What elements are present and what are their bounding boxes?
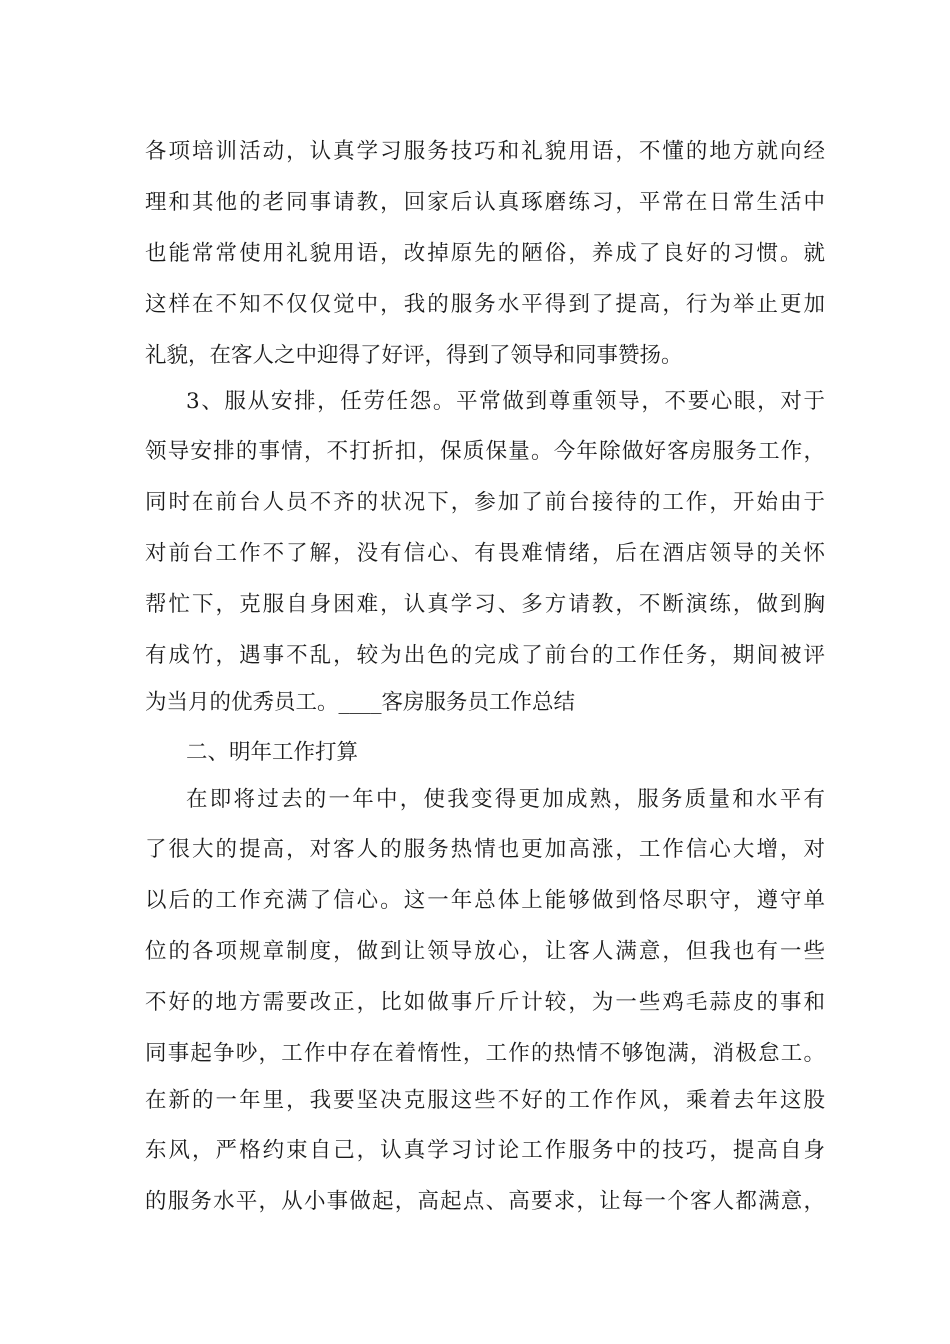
text-line: 的服务水平，从小事做起，高起点、高要求，让每一个客人都满意， (145, 1189, 825, 1214)
text-line: 也能常常使用礼貌用语，改掉原先的陋俗，养成了良好的习惯。就 (145, 241, 825, 266)
text-line: 同事起争吵，工作中存在着惰性，工作的热情不够饱满，消极怠工。 (145, 1041, 825, 1066)
text-line: 3、服从安排，任劳任怨。平常做到尊重领导，不要心眼，对于 (186, 389, 825, 414)
text-line: 对前台工作不了解，没有信心、有畏难情绪，后在酒店领导的关怀 (145, 541, 825, 566)
text-line: 理和其他的老同事请教，回家后认真琢磨练习，平常在日常生活中 (145, 190, 825, 215)
text-line: 以后的工作充满了信心。这一年总体上能够做到恪尽职守，遵守单 (145, 888, 825, 913)
text-line: 为当月的优秀员工。____客房服务员工作总结 (145, 690, 576, 715)
text-line: 同时在前台人员不齐的状况下，参加了前台接待的工作，开始由于 (145, 490, 825, 515)
text-line: 在即将过去的一年中，使我变得更加成熟，服务质量和水平有 (186, 787, 825, 812)
section-heading: 二、明年工作打算 (186, 740, 359, 765)
text-line: 了很大的提高，对客人的服务热情也更加高涨，工作信心大增，对 (145, 837, 825, 862)
text-line: 各项培训活动，认真学习服务技巧和礼貌用语，不懂的地方就向经 (145, 139, 825, 164)
text-line: 帮忙下，克服自身困难，认真学习、多方请教，不断演练，做到胸 (145, 592, 825, 617)
text-line: 这样在不知不仅仅觉中，我的服务水平得到了提高，行为举止更加 (145, 292, 825, 317)
text-line: 礼貌，在客人之中迎得了好评，得到了领导和同事赞扬。 (145, 343, 683, 368)
text-line: 领导安排的事情，不打折扣，保质保量。今年除做好客房服务工作， (145, 439, 825, 464)
text-line: 不好的地方需要改正，比如做事斤斤计较，为一些鸡毛蒜皮的事和 (145, 990, 825, 1015)
text-line: 在新的一年里，我要坚决克服这些不好的工作作风，乘着去年这股 (145, 1088, 825, 1113)
text-line: 有成竹，遇事不乱，较为出色的完成了前台的工作任务，期间被评 (145, 643, 825, 668)
text-line: 位的各项规章制度，做到让领导放心，让客人满意，但我也有一些 (145, 939, 825, 964)
text-line: 东风，严格约束自己，认真学习讨论工作服务中的技巧，提高自身 (145, 1138, 825, 1163)
